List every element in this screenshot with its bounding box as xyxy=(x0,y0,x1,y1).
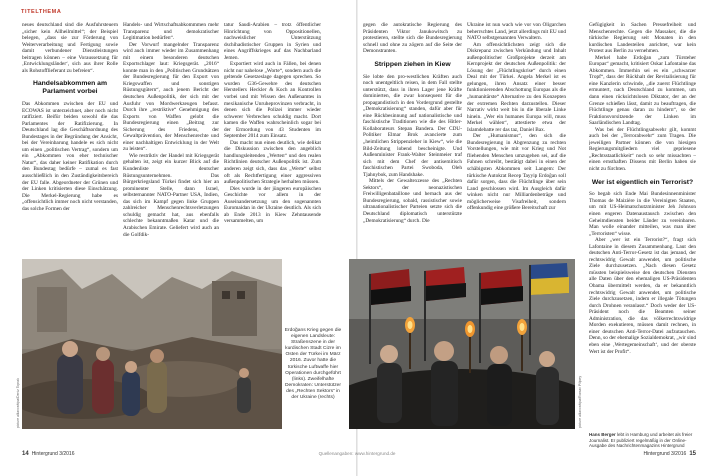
author-bio-text: lebt in Hamburg und arbeitet als freier Journalist. Er publiziert regelmäßig in der Online-Ausgabe des Nachrichtenmagazins Hintergrund xyxy=(589,432,693,449)
photo-torch-march xyxy=(349,259,575,429)
text-column-5 xyxy=(467,22,566,254)
footer-right xyxy=(644,451,697,457)
photo-street-scene xyxy=(22,259,282,429)
sources-link[interactable]: Quellenangaben: www.hintergrund.de xyxy=(318,451,396,456)
photo-torch-march-illustration xyxy=(349,259,575,429)
paragraph: Handels- und Wirtschaftsabkommmen mehr Transparenz und demokratischer Legitimation bedürfen“. xyxy=(123,22,219,42)
page-number-left: 14 xyxy=(22,451,29,457)
section-tag: TITELTHEMA xyxy=(21,9,62,15)
subheading: Strippen ziehen in Kiew xyxy=(374,60,451,68)
photo-street-scene-illustration xyxy=(22,259,282,429)
paragraph: Das macht nun einen deutlich, wie delikat die Diskussion zwischen den angeblich handlungsleitenden „Werten“ und den realen Richtlinien deutscher Außenpolitik ist. Zum anderen zeigt sich, dass das „Werte“ selbst oft als Rechtfertigung einer aggressiven außenpolitischen Strategie herhalten müssen. xyxy=(224,139,321,186)
paragraph: Merkel habe Erdoğan „zum Türsteher Europas“ gemacht, kritisiert Oskar Lafontaine das Abkommen. Immerhin sei es ein „schwarzer Tropf“, dass der Rückhalt der Revitalisierung für eine Kanzlerin schwinde, „die zuerst Flüchtlinge ermuntert, nach Deutschland zu kommen, um dann einen rücksichtslosen Diktator, der an der Grenze schießen lässt, damit zu beauftragen, die Flüchtlinge genau daran zu hindern“, so der Fraktionsvorsitzende der Linken im Saarländischen Landtag. xyxy=(589,54,696,127)
paragraph: So begab sich Ende Mai Bundesinnenminister Thomas de Maizière in die Vereinigten Staaten, um mit US-Heimatschutzminister Jeh Johnson einen engeren Datenaustausch zwischen den Geheimdiensten beider Länder zu vereinbaren. Man wolle einander mitteilen, was man über „Terroristen“ wisse. xyxy=(589,191,696,237)
footer-url-line xyxy=(0,451,714,456)
subheading: Wer ist eigentlich ein Terrorist? xyxy=(591,178,694,186)
paragraph: Dies wurde in der jüngeren europäischen Geschichte vor allem in der Auseinandersetzung um den sogenannten Euromaidan in der Ukraine deutlich. Als sich ab Ende 2013 in Kiew Zehntausende versammelten, um xyxy=(224,185,321,225)
paragraph: Der Vorwurf mangelnder Transparenz wird auch immer wieder im Zusammenhang mit einem besonderen deutschen Exportschlager laut: Kriegsgerät. „2016“ konnte man in den „Politischen Grundsätzen der Bundesregierung für den Export von Kriegswaffen und sonstigen Rüstungsgütern“, auch jenem Bericht der deutschen Außenpolitik, der sich mit der Ausfuhr von Mordwerkzeugen befasst. Durch ihre „restriktive“ Genehmigung des Exports von Waffen gelobt die Bundesregierung einen „Beitrag zur Sicherung des Friedens, der Gewaltprävention, der Menschenrechte und einer nachhaltigen Entwicklung in der Welt zu leisten“. xyxy=(123,41,219,153)
paragraph: Sie lobte den pro-westlichen Kräften auch noch unentgeltlich reisen, in dem Fall stellte unterstützt, dass in ihren Lager jene Kräfte dominierten, die zwar konsequent für die propagandistisch in den Vordergrund gestellte „Demokratisierung“ standen, dafür aber für eine Rückbesinnung auf nationalistische und faschistische Traditionen wie die des Hitler-Kollaborateurs Stepan Bandera. Der CDU-Politiker Elmar Brok avancierte zum „heimlichen Strippenzieher in Kiew“, wie die Bild-Zeitung lobend bescheinigte. Und Außenminister Frank-Walter Steinmeier traf sich mit dem Chef der antisemitisch faschistischen Partei Swoboda, Oleh Tjahnybok, zum Handshake. xyxy=(363,73,462,178)
paragraph: Ukraine ist nun wach wie vor von Oligarchen beherrschtes Land, jetzt allerdings mit EU und NATO selbstgenannten Verwaltern. xyxy=(467,22,566,42)
text-column-3 xyxy=(224,22,321,254)
text-column-4 xyxy=(363,22,462,254)
issue-label-right: Hintergrund 3/2016 xyxy=(643,451,687,457)
paragraph: neues deutschland sind die Ausfuhrsteuern „sicher kein Allheilmittel“; der Beispiel belegen, „dass sie zur Förderung von Weiterverarbeitung und Fertigung sowie damit verbundener Dienstleistungen beitragen können – eine Voraussetzung für ‚Entwicklungsländer‘, sich aus ihrer Rolle als Rohstofflieferant zu befreien“. xyxy=(22,22,118,74)
photo-credit-left: picture alliance/dpa/Deniz Toprak xyxy=(16,378,20,428)
paragraph: Der „Humanismus“, den sich die Bundesregierung in Abgrenzung zu rechten Vorstellungen, wie mit vor Krieg und Not fliehenden Menschen umzugehen sei, auf die Fahnen schreibt, bestätigt dabei in einen der schäbigsten Abkommen seit Langem: Der türkische Autokrat Recep Tayyip Erdoğan soll dafür sorgen, dass die Flüchtlinge über sein Land geschlossen wird. Im Ausgleich dafür winken nicht nur Milliardenbeträge und möglicherweise Visafreiheit, sondern offenkundig eine größere Bereitschaft zur xyxy=(467,133,566,212)
paragraph: gegen die autokratische Regierung des Präsidenten Viktor Janukowitsch zu protestieren, stellte sich die Bundesregierung schnell und ohne zu zögern auf die Seite der Demonstranten. xyxy=(363,22,462,55)
paragraph: tatur Saudi-Arabien – trotz öffentlicher Hinrichtung von Oppositionellen, nachweislicher Unterstützung dschihadistischer Gruppen in Syrien und eines Angriffskrieges auf das Nachbarland Jemen. xyxy=(224,22,321,61)
author-name: Hans Berger xyxy=(589,432,616,437)
text-column-6 xyxy=(589,22,696,430)
paragraph: Was bei der Flüchtlingsabwehr gilt, kommt auch bei der „Terrorabwehr“ zum Tragen. Die jeweiligen Partner können die von hiesigen Regierungsmitgliedern viel gepriesene „Rechtsstaatlichkeit“ noch so sehr missachten – einen ernsthaften Dissens mit Berlin haben sie nicht zu fürchten. xyxy=(589,126,696,173)
paragraph: Wie restriktiv der Handel mit Kriegsgerät gehalten ist, zeigt ein kurzer Blick auf die Kundenliste deutscher Rüstungsunternehmen. Das Bürgerkriegsland Türkei findet sich hier an prominenter Stelle, dann Israel, selbsternannter NATO-Partner USA, Indien, das sich im Kampf gegen linke Gruppen zahlreicher Menschenrechtsverletzungen schuldig gemacht hat, aus ebenfalls schlechte bekanntmaßen Katar und die Arabischen Emirate. Geliefert wird auch an die Golfdik- xyxy=(123,152,219,238)
photo-credit-right: picture alliance/dpa/Roman Pilipey xyxy=(578,375,582,428)
paragraph: Am offensichtlichsten zeigt sich die Diskrepanz zwischen Verkündung und Inhalt außenpolitischer Großprojekte derzeit am Kernprojekt der deutschen Außenpolitik: der Lösung der „Flüchtlingskrise“ durch einen Deal mit der Türkei. Angela Merkel ist es gelungen, ihren Ansatz einer besser funktionierenden Abschottung Europas als die „humanitärste“ Alternative zu den Konzepten der extremen Rechten darzustellen. Dieser Narrativ wirkt weit bis in die liberale Linke hinein. „Wer ein humanes Europa will, muss Merkel wählen“, attestierte etwa der Islamdebatte rer das taz, Daniel Bax. xyxy=(467,41,566,133)
paragraph: Aber „wer ist ein Terrorist?“, fragt sich Lafontaine in diesem Zusammenhang. Laut den deutschen Anti-Terror-Gesetz ist das jemand, der rechtswidrig Gewalt anwendet, um politische Ziele durchzusetzen. „Nach diesen Gesetz müssten beispielsweise den deutschen Diensten alle Daten über den ehemaligen US-Präsidenten Obama übermittelt werden, da er bekanntlich rechtswidrig Gewalt anwendet, um politische Ziele durchzusetzen, indem er illegale Tötungen durch Drohnen veranlasst.“ Doch weder der US-Präsident noch die Beamten seiner Administration, die das völkerrechtswidrige Morden exekutieren, müssen damit rechnen, in einer deutschen Anti-Terror-Datei aufzutauchen. Denn, so der ehemalige Sozialdemokrat, „wir sind eben eine ‚Wertegemeinschaft‘, und der oberste Wert ist der Profit“. xyxy=(589,237,696,355)
page-number-right: 15 xyxy=(689,451,696,457)
paragraph: Das Abkommen zwischen der EU und ECOWAS ist unterzeichnet, aber noch nicht ratifiziert. Beifür beiden sowohl die das Parlamentes der Ratifizierung. In Deutschland lag die Geschäftsordnung des Bundestages in der Begründung der Ansicht, bei der Vereinbarung handele es sich nicht um einen „politischen Vertrag“, sondern um ein „Abkommen von eher technischer Natur“, das daher keiner Ratifikation durch den Bundestag bedürfe – zumal es fast ausschließlich in den Zuständigkeitsbereich der EU falle. Abgeordneter der Grünen und der Linken kritisierten diese Einschätzung. Die Merkel-Regierung habe es „offensichtlich immer noch nicht verstanden, das solche Formen der xyxy=(22,100,118,212)
paragraph: Exportiert wird auch in Fällen, bei denen nicht nur nahelose „Worte“, sondern auch die geltende Gesetzeslage dagegen sprechen. So wurden G36-Gewehre des deutschen Herstellers Heckler & Koch an Kontrollen vorbei und mit Wissen des Außenamtes in mexikanische Unruheprovinzen verbracht, in denen sich die Polizei immer wieder schwerer Verbrechen schuldig macht. Dort kamen die Waffen wahrscheinlich sogar bei der Ermordung von 43 Studenten im September 2014 zum Einsatz. xyxy=(224,61,321,140)
author-bio xyxy=(589,432,696,449)
subheading: Handelsabkommen am Parlament vorbei xyxy=(32,80,108,96)
photo-caption: Erdoğans Krieg gegen die eigenen Landsleute: Straßenszene in der kurdischen Stadt Cizre im Osten der Türkei im März 2016. Zuvor hatte die türkische Luftwaffe hier Operationen durchgeführt (links). Zweifelhafte Demokraten: Unterstützer des „Rechten Sektors“ in der Ukraine (rechts) xyxy=(284,328,342,401)
text-column-2 xyxy=(123,22,219,254)
paragraph: Mittels der Gewaltexzesse des „Rechten Sektors“, der neonazistischen Freiwilligenbataillone und hernach aus der Bundesregierung, sobald, rassistischer sowie ultranationalistischer Parteien setzte sich die Deutschland diplomatisch unterstützte „Demokratisierung“ durch. Die xyxy=(363,178,462,224)
paragraph: Gefügigkeit in Sachen Pressefreiheit und Menschenrechte. Gegen die Massaker, die die türkische Regierung seit Monaten in den kurdischen Landesteilen anrichtet, war kein Protest aus Berlin zu vernehmen. xyxy=(589,22,696,55)
issue-label-left: Hintergrund 3/2016 xyxy=(31,451,75,457)
text-column-1 xyxy=(22,22,118,254)
